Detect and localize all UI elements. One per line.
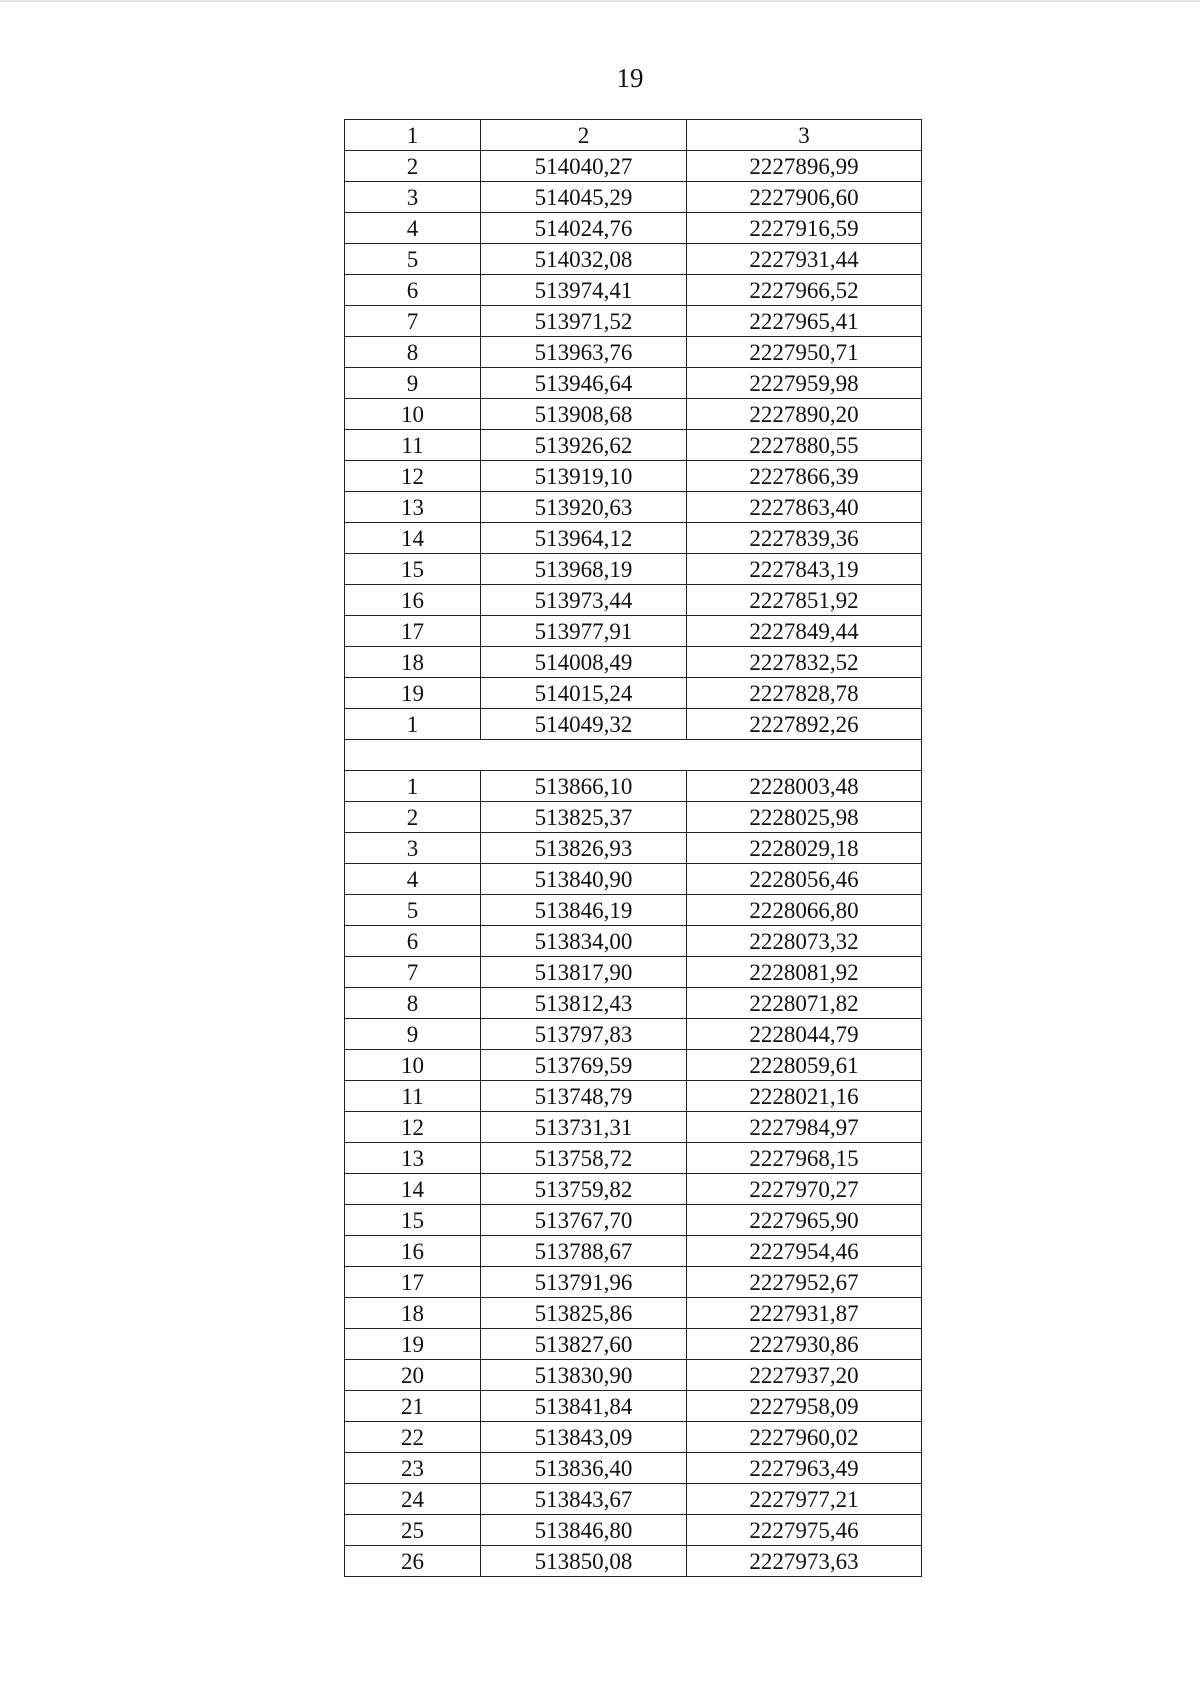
x-coordinate-cell: 514040,27 <box>481 151 687 182</box>
table-row <box>345 988 922 1019</box>
table-row <box>345 1081 922 1112</box>
point-number-cell: 6 <box>345 275 481 306</box>
x-coordinate-cell: 513731,31 <box>481 1112 687 1143</box>
x-coordinate-cell: 513866,10 <box>481 771 687 802</box>
table-row <box>345 771 922 802</box>
x-coordinate-cell: 513759,82 <box>481 1174 687 1205</box>
x-coordinate-cell: 513817,90 <box>481 957 687 988</box>
x-coordinate-cell: 513758,72 <box>481 1143 687 1174</box>
table-row <box>345 616 922 647</box>
x-coordinate-cell: 514015,24 <box>481 678 687 709</box>
x-coordinate-cell: 514032,08 <box>481 244 687 275</box>
x-coordinate-cell: 513825,37 <box>481 802 687 833</box>
x-coordinate-cell: 513748,79 <box>481 1081 687 1112</box>
point-number-cell: 23 <box>345 1453 481 1484</box>
table-row <box>345 1174 922 1205</box>
x-coordinate-cell: 514045,29 <box>481 182 687 213</box>
y-coordinate-cell: 2227866,39 <box>687 461 922 492</box>
y-coordinate-cell: 2227863,40 <box>687 492 922 523</box>
table-row <box>345 1484 922 1515</box>
y-coordinate-cell: 2228071,82 <box>687 988 922 1019</box>
y-coordinate-cell: 2227916,59 <box>687 213 922 244</box>
point-number-cell: 16 <box>345 585 481 616</box>
header-cell-2: 2 <box>481 120 687 151</box>
point-number-cell: 12 <box>345 1112 481 1143</box>
point-number-cell: 8 <box>345 337 481 368</box>
table-row <box>345 182 922 213</box>
y-coordinate-cell: 2227952,67 <box>687 1267 922 1298</box>
y-coordinate-cell: 2227968,15 <box>687 1143 922 1174</box>
y-coordinate-cell: 2227931,87 <box>687 1298 922 1329</box>
point-number-cell: 11 <box>345 430 481 461</box>
point-number-cell: 20 <box>345 1360 481 1391</box>
y-coordinate-cell: 2228056,46 <box>687 864 922 895</box>
y-coordinate-cell: 2228029,18 <box>687 833 922 864</box>
table-row <box>345 895 922 926</box>
y-coordinate-cell: 2227959,98 <box>687 368 922 399</box>
y-coordinate-cell: 2227970,27 <box>687 1174 922 1205</box>
x-coordinate-cell: 513797,83 <box>481 1019 687 1050</box>
point-number-cell: 18 <box>345 1298 481 1329</box>
y-coordinate-cell: 2227950,71 <box>687 337 922 368</box>
section-separator-cell <box>345 740 922 771</box>
point-number-cell: 18 <box>345 647 481 678</box>
table-row <box>345 244 922 275</box>
y-coordinate-cell: 2227965,90 <box>687 1205 922 1236</box>
table-row <box>345 1298 922 1329</box>
x-coordinate-cell: 513827,60 <box>481 1329 687 1360</box>
point-number-cell: 2 <box>345 802 481 833</box>
table-row <box>345 275 922 306</box>
y-coordinate-cell: 2227930,86 <box>687 1329 922 1360</box>
table-row <box>345 1453 922 1484</box>
y-coordinate-cell: 2227960,02 <box>687 1422 922 1453</box>
table-row <box>345 306 922 337</box>
table-row <box>345 585 922 616</box>
y-coordinate-cell: 2227880,55 <box>687 430 922 461</box>
x-coordinate-cell: 513963,76 <box>481 337 687 368</box>
table-header-row <box>345 120 922 151</box>
section-separator-row <box>345 740 922 771</box>
table-row <box>345 213 922 244</box>
table-row <box>345 1360 922 1391</box>
point-number-cell: 1 <box>345 771 481 802</box>
x-coordinate-cell: 513836,40 <box>481 1453 687 1484</box>
table-row <box>345 709 922 740</box>
y-coordinate-cell: 2228021,16 <box>687 1081 922 1112</box>
point-number-cell: 7 <box>345 306 481 337</box>
table-row <box>345 833 922 864</box>
y-coordinate-cell: 2227975,46 <box>687 1515 922 1546</box>
point-number-cell: 17 <box>345 616 481 647</box>
table-row <box>345 151 922 182</box>
table-row <box>345 957 922 988</box>
x-coordinate-cell: 513812,43 <box>481 988 687 1019</box>
x-coordinate-cell: 513846,80 <box>481 1515 687 1546</box>
table-row <box>345 926 922 957</box>
point-number-cell: 9 <box>345 368 481 399</box>
table-row <box>345 337 922 368</box>
table-row <box>345 368 922 399</box>
point-number-cell: 19 <box>345 678 481 709</box>
table-row <box>345 1422 922 1453</box>
point-number-cell: 4 <box>345 864 481 895</box>
point-number-cell: 5 <box>345 895 481 926</box>
x-coordinate-cell: 513769,59 <box>481 1050 687 1081</box>
point-number-cell: 22 <box>345 1422 481 1453</box>
coordinates-table-body <box>345 120 922 1577</box>
point-number-cell: 12 <box>345 461 481 492</box>
header-cell-1: 1 <box>345 120 481 151</box>
x-coordinate-cell: 513977,91 <box>481 616 687 647</box>
y-coordinate-cell: 2227984,97 <box>687 1112 922 1143</box>
y-coordinate-cell: 2227890,20 <box>687 399 922 430</box>
y-coordinate-cell: 2227906,60 <box>687 182 922 213</box>
y-coordinate-cell: 2228081,92 <box>687 957 922 988</box>
table-row <box>345 1236 922 1267</box>
x-coordinate-cell: 513830,90 <box>481 1360 687 1391</box>
y-coordinate-cell: 2227977,21 <box>687 1484 922 1515</box>
point-number-cell: 14 <box>345 1174 481 1205</box>
point-number-cell: 25 <box>345 1515 481 1546</box>
header-cell-3: 3 <box>687 120 922 151</box>
x-coordinate-cell: 513788,67 <box>481 1236 687 1267</box>
x-coordinate-cell: 513974,41 <box>481 275 687 306</box>
point-number-cell: 3 <box>345 833 481 864</box>
y-coordinate-cell: 2227937,20 <box>687 1360 922 1391</box>
y-coordinate-cell: 2227965,41 <box>687 306 922 337</box>
y-coordinate-cell: 2227892,26 <box>687 709 922 740</box>
point-number-cell: 19 <box>345 1329 481 1360</box>
point-number-cell: 10 <box>345 399 481 430</box>
x-coordinate-cell: 514049,32 <box>481 709 687 740</box>
point-number-cell: 21 <box>345 1391 481 1422</box>
table-row <box>345 1050 922 1081</box>
x-coordinate-cell: 513791,96 <box>481 1267 687 1298</box>
y-coordinate-cell: 2227954,46 <box>687 1236 922 1267</box>
y-coordinate-cell: 2227931,44 <box>687 244 922 275</box>
y-coordinate-cell: 2227839,36 <box>687 523 922 554</box>
y-coordinate-cell: 2228044,79 <box>687 1019 922 1050</box>
table-row <box>345 399 922 430</box>
point-number-cell: 17 <box>345 1267 481 1298</box>
point-number-cell: 5 <box>345 244 481 275</box>
x-coordinate-cell: 513908,68 <box>481 399 687 430</box>
point-number-cell: 1 <box>345 709 481 740</box>
point-number-cell: 7 <box>345 957 481 988</box>
page-number: 19 <box>616 63 644 93</box>
y-coordinate-cell: 2228059,61 <box>687 1050 922 1081</box>
x-coordinate-cell: 513843,09 <box>481 1422 687 1453</box>
table-row <box>345 1515 922 1546</box>
y-coordinate-cell: 2228066,80 <box>687 895 922 926</box>
table-row <box>345 647 922 678</box>
point-number-cell: 3 <box>345 182 481 213</box>
point-number-cell: 16 <box>345 1236 481 1267</box>
y-coordinate-cell: 2227896,99 <box>687 151 922 182</box>
x-coordinate-cell: 513920,63 <box>481 492 687 523</box>
scan-edge-line <box>0 0 1200 2</box>
y-coordinate-cell: 2228003,48 <box>687 771 922 802</box>
point-number-cell: 15 <box>345 554 481 585</box>
x-coordinate-cell: 513843,67 <box>481 1484 687 1515</box>
x-coordinate-cell: 513971,52 <box>481 306 687 337</box>
coordinates-table <box>344 119 922 1577</box>
y-coordinate-cell: 2227963,49 <box>687 1453 922 1484</box>
table-row <box>345 523 922 554</box>
table-row <box>345 1205 922 1236</box>
point-number-cell: 14 <box>345 523 481 554</box>
x-coordinate-cell: 513826,93 <box>481 833 687 864</box>
table-row <box>345 678 922 709</box>
point-number-cell: 9 <box>345 1019 481 1050</box>
table-row <box>345 492 922 523</box>
point-number-cell: 15 <box>345 1205 481 1236</box>
point-number-cell: 2 <box>345 151 481 182</box>
table-row <box>345 430 922 461</box>
table-row <box>345 1019 922 1050</box>
point-number-cell: 13 <box>345 1143 481 1174</box>
point-number-cell: 10 <box>345 1050 481 1081</box>
point-number-cell: 24 <box>345 1484 481 1515</box>
x-coordinate-cell: 514008,49 <box>481 647 687 678</box>
x-coordinate-cell: 513973,44 <box>481 585 687 616</box>
table-row <box>345 864 922 895</box>
x-coordinate-cell: 513964,12 <box>481 523 687 554</box>
table-row <box>345 1143 922 1174</box>
point-number-cell: 13 <box>345 492 481 523</box>
x-coordinate-cell: 513840,90 <box>481 864 687 895</box>
x-coordinate-cell: 513946,64 <box>481 368 687 399</box>
x-coordinate-cell: 513825,86 <box>481 1298 687 1329</box>
table-row <box>345 1329 922 1360</box>
x-coordinate-cell: 513919,10 <box>481 461 687 492</box>
point-number-cell: 8 <box>345 988 481 1019</box>
y-coordinate-cell: 2228073,32 <box>687 926 922 957</box>
y-coordinate-cell: 2227849,44 <box>687 616 922 647</box>
x-coordinate-cell: 513846,19 <box>481 895 687 926</box>
x-coordinate-cell: 513926,62 <box>481 430 687 461</box>
x-coordinate-cell: 513850,08 <box>481 1546 687 1577</box>
x-coordinate-cell: 513834,00 <box>481 926 687 957</box>
y-coordinate-cell: 2227843,19 <box>687 554 922 585</box>
y-coordinate-cell: 2227973,63 <box>687 1546 922 1577</box>
point-number-cell: 11 <box>345 1081 481 1112</box>
y-coordinate-cell: 2227966,52 <box>687 275 922 306</box>
x-coordinate-cell: 513841,84 <box>481 1391 687 1422</box>
table-row <box>345 1546 922 1577</box>
y-coordinate-cell: 2227832,52 <box>687 647 922 678</box>
table-row <box>345 802 922 833</box>
table-row <box>345 1112 922 1143</box>
table-row <box>345 1391 922 1422</box>
point-number-cell: 4 <box>345 213 481 244</box>
y-coordinate-cell: 2227958,09 <box>687 1391 922 1422</box>
y-coordinate-cell: 2228025,98 <box>687 802 922 833</box>
table-row <box>345 1267 922 1298</box>
point-number-cell: 6 <box>345 926 481 957</box>
table-row <box>345 461 922 492</box>
x-coordinate-cell: 514024,76 <box>481 213 687 244</box>
table-row <box>345 554 922 585</box>
point-number-cell: 26 <box>345 1546 481 1577</box>
y-coordinate-cell: 2227851,92 <box>687 585 922 616</box>
x-coordinate-cell: 513968,19 <box>481 554 687 585</box>
x-coordinate-cell: 513767,70 <box>481 1205 687 1236</box>
y-coordinate-cell: 2227828,78 <box>687 678 922 709</box>
